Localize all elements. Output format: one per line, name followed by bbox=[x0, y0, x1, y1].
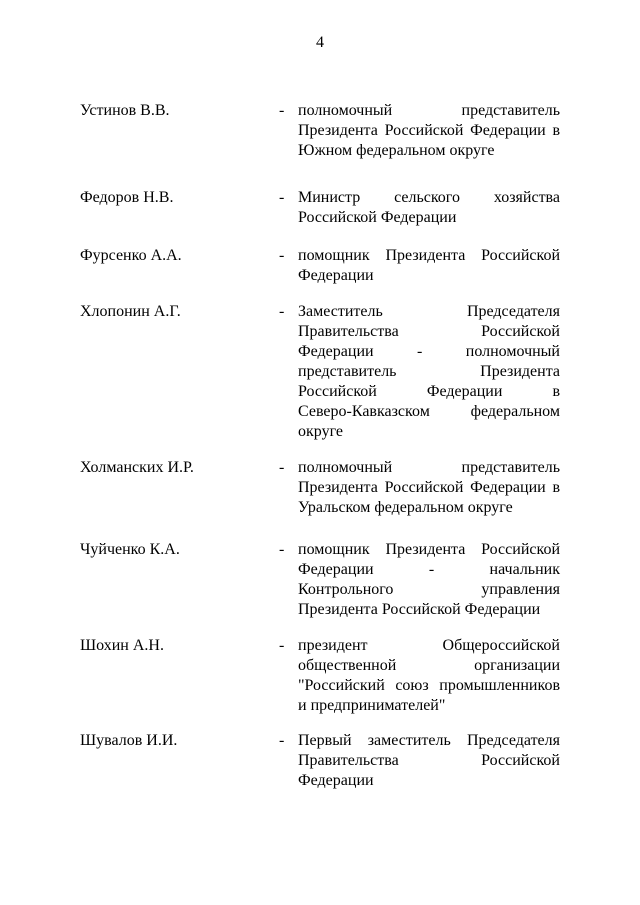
description-line: Уральском федеральном округе bbox=[298, 499, 513, 516]
position-description bbox=[298, 540, 560, 620]
description-line: представитель Президента bbox=[298, 363, 560, 380]
description-line: Российской Федерации bbox=[298, 209, 457, 226]
description-line: Российской Федерации в bbox=[298, 383, 560, 400]
separator-dash: - bbox=[279, 637, 285, 654]
description-line: Федерации - начальник bbox=[298, 561, 560, 578]
list-item bbox=[0, 101, 640, 188]
separator-dash: - bbox=[279, 732, 285, 749]
person-name: Фурсенко А.А. bbox=[80, 247, 182, 264]
entries-list bbox=[0, 101, 640, 801]
description-line: Президента Российской Федерации bbox=[298, 601, 541, 618]
list-item bbox=[0, 188, 640, 246]
person-name: Хлопонин А.Г. bbox=[80, 303, 181, 320]
separator-dash: - bbox=[279, 303, 285, 320]
description-line: Северо-Кавказском федеральном bbox=[298, 403, 560, 420]
person-name: Устинов В.В. bbox=[80, 102, 170, 119]
list-item bbox=[0, 636, 640, 731]
description-line: Первый заместитель Председателя bbox=[298, 732, 560, 749]
position-description bbox=[298, 731, 560, 791]
position-description bbox=[298, 188, 560, 228]
description-line: Федерации bbox=[298, 772, 374, 789]
description-line: Заместитель Председателя bbox=[298, 303, 560, 320]
separator-dash: - bbox=[279, 541, 285, 558]
description-line: и предпринимателей" bbox=[298, 697, 446, 714]
position-description bbox=[298, 101, 560, 161]
list-item bbox=[0, 458, 640, 540]
description-line: округе bbox=[298, 423, 344, 440]
list-item bbox=[0, 246, 640, 302]
description-line: Президента Российской Федерации в bbox=[298, 479, 560, 496]
page-number: 4 bbox=[316, 34, 324, 51]
separator-dash: - bbox=[279, 189, 285, 206]
person-name: Холманских И.Р. bbox=[80, 459, 194, 476]
description-line: Федерации bbox=[298, 267, 374, 284]
list-item bbox=[0, 302, 640, 458]
list-item bbox=[0, 731, 640, 801]
description-line: "Российский союз промышленников bbox=[298, 677, 560, 694]
description-line: общественной организации bbox=[298, 657, 560, 674]
description-line: помощник Президента Российской bbox=[298, 541, 560, 558]
person-name: Федоров Н.В. bbox=[80, 189, 174, 206]
description-line: помощник Президента Российской bbox=[298, 247, 560, 264]
person-name: Шувалов И.И. bbox=[80, 732, 178, 749]
description-line: полномочный представитель bbox=[298, 102, 560, 119]
position-description bbox=[298, 246, 560, 286]
separator-dash: - bbox=[279, 459, 285, 476]
position-description bbox=[298, 302, 560, 442]
list-item bbox=[0, 540, 640, 636]
description-line: Южном федеральном округе bbox=[298, 142, 495, 159]
position-description bbox=[298, 636, 560, 716]
person-name: Чуйченко К.А. bbox=[80, 541, 180, 558]
description-line: Министр сельского хозяйства bbox=[298, 189, 560, 206]
description-line: президент Общероссийской bbox=[298, 637, 560, 654]
description-line: Президента Российской Федерации в bbox=[298, 122, 560, 139]
description-line: полномочный представитель bbox=[298, 459, 560, 476]
description-line: Правительства Российской bbox=[298, 752, 560, 769]
description-line: Федерации - полномочный bbox=[298, 343, 560, 360]
description-line: Контрольного управления bbox=[298, 581, 560, 598]
person-name: Шохин А.Н. bbox=[80, 637, 164, 654]
description-line: Правительства Российской bbox=[298, 323, 560, 340]
separator-dash: - bbox=[279, 102, 285, 119]
position-description bbox=[298, 458, 560, 518]
separator-dash: - bbox=[279, 247, 285, 264]
